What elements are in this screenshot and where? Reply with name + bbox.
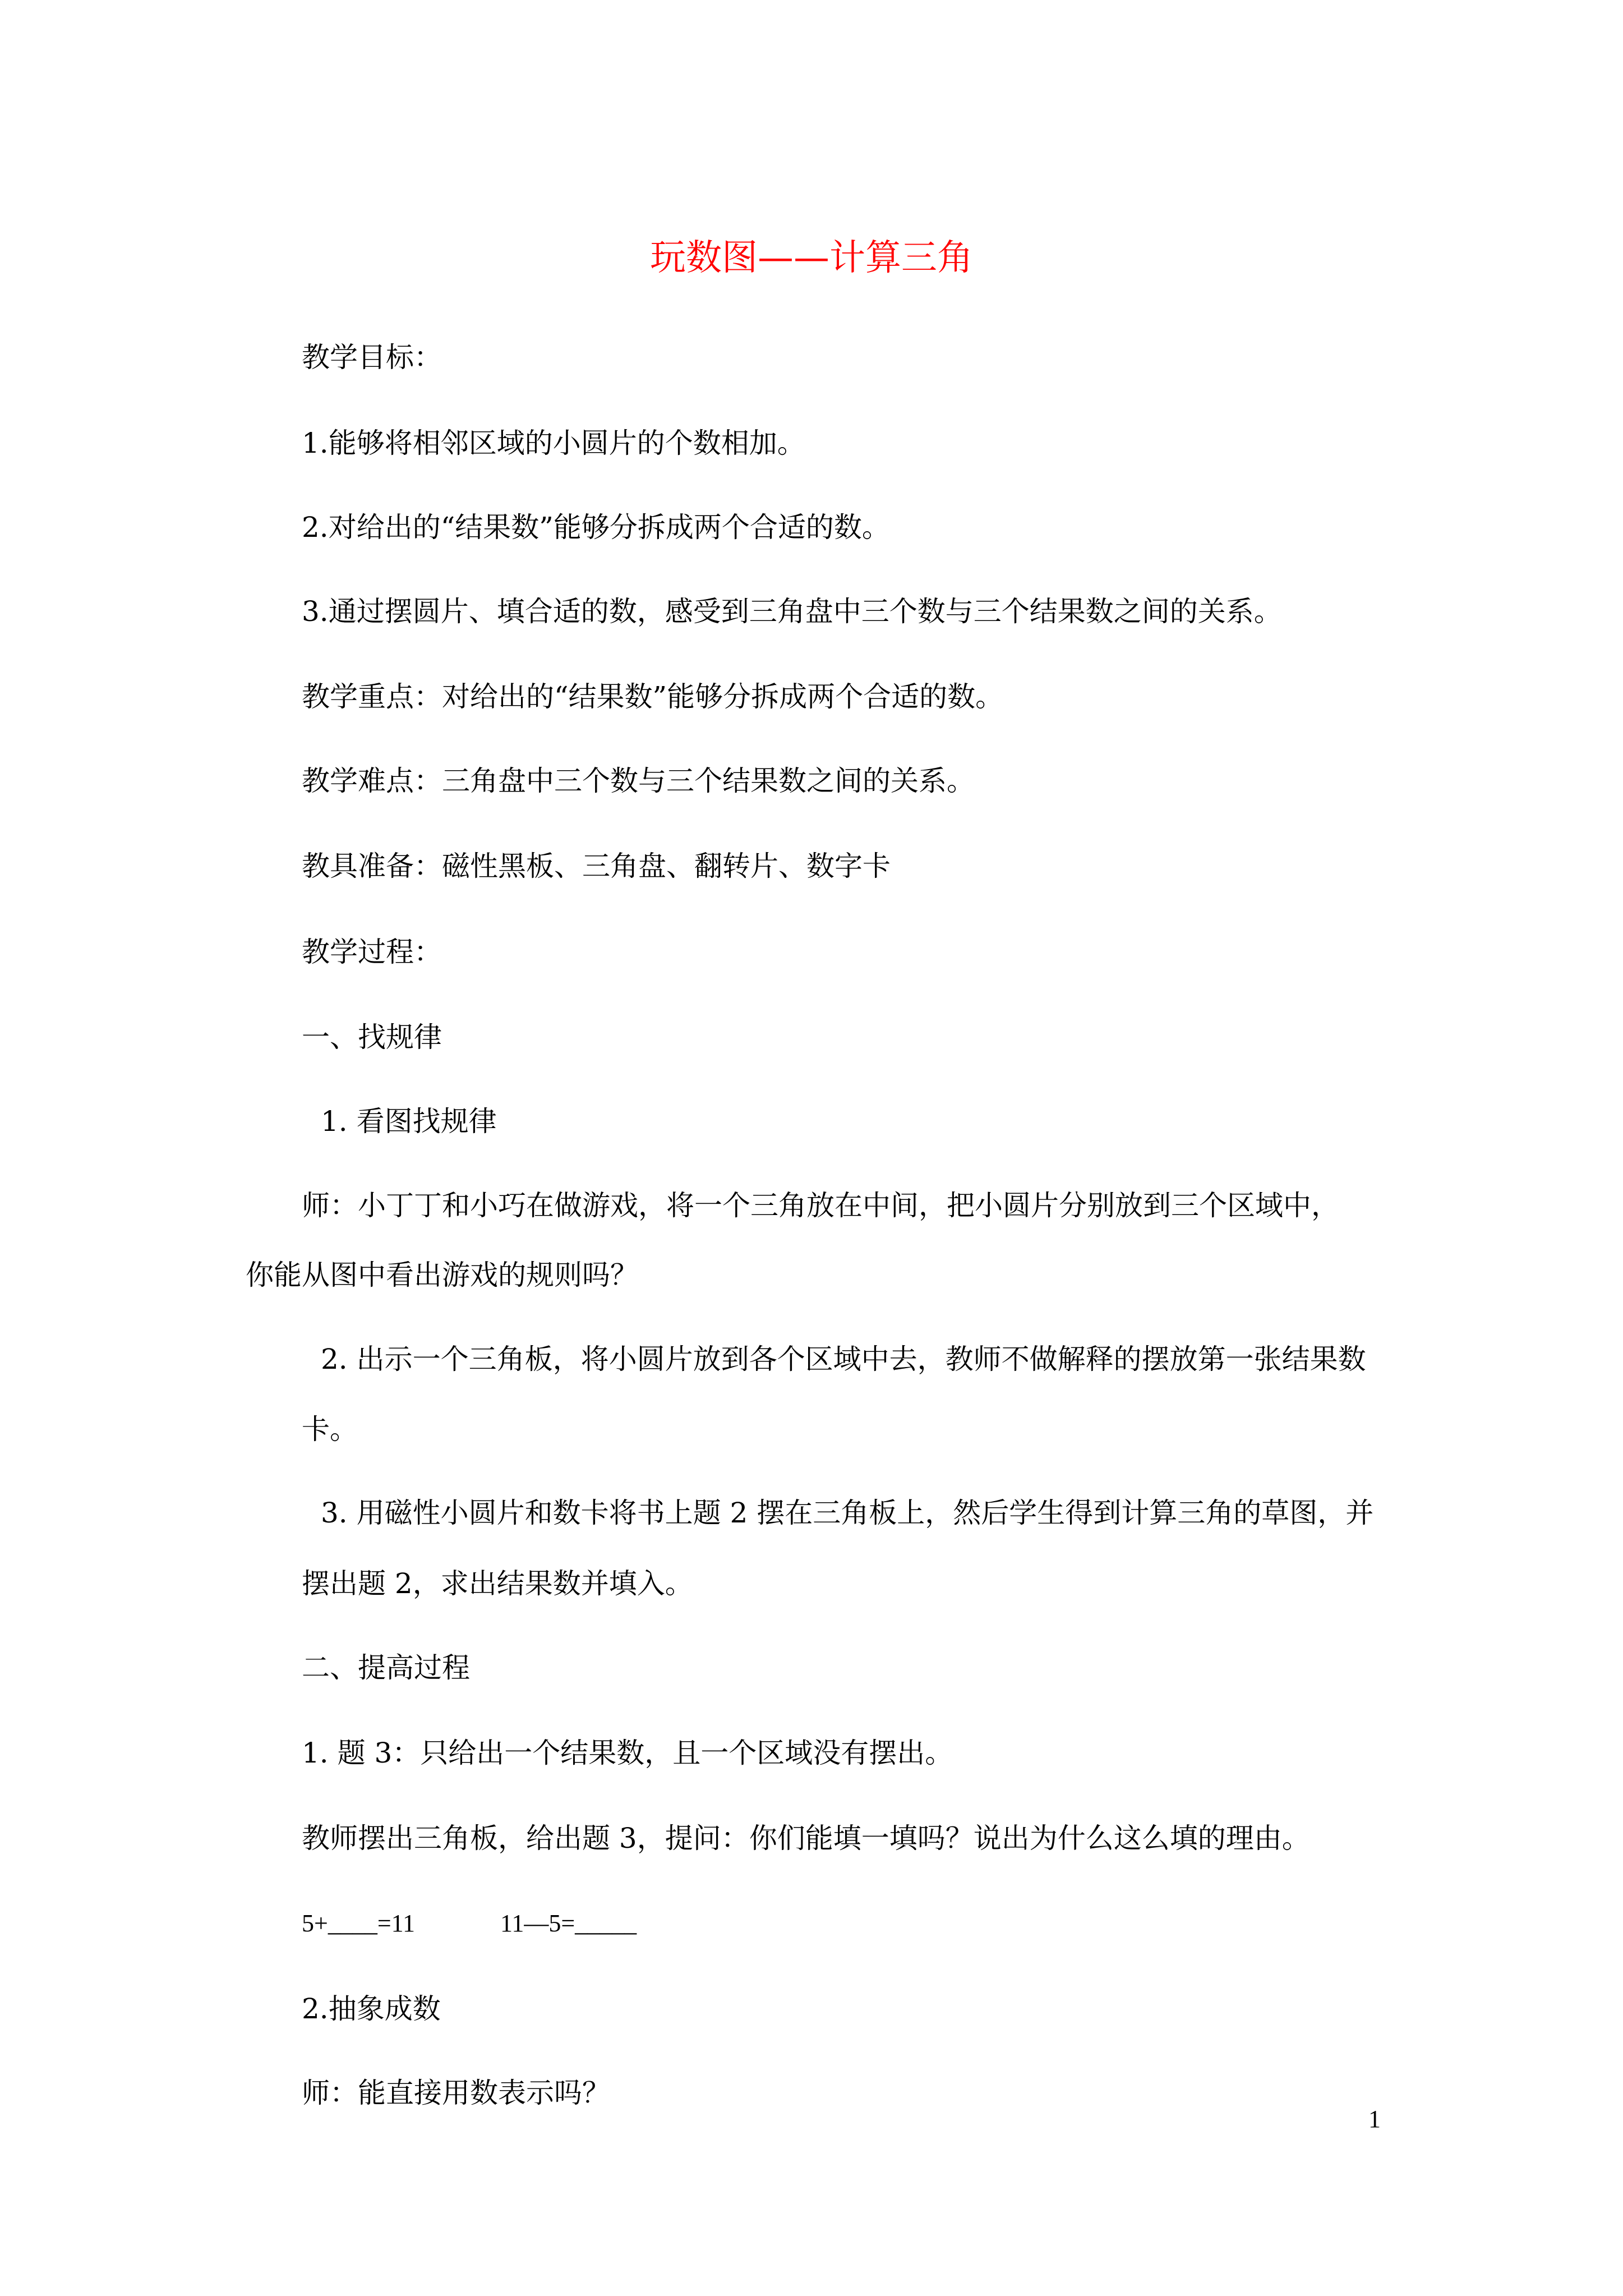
goal-item-1: 1.能够将相邻区域的小圆片的个数相加。 [302, 427, 805, 459]
section-1-step-3-continued: 摆出题 2，求出结果数并填入。 [302, 1567, 693, 1600]
formula-addition: 5+____=11 [302, 1910, 415, 1937]
teaching-difficulty: 教学难点：三角盘中三个数与三个结果数之间的关系。 [302, 765, 975, 797]
teaching-goals-heading: 教学目标： [302, 341, 442, 374]
section-1-step-3: 3. 用磁性小圆片和数卡将书上题 2 摆在三角板上，然后学生得到计算三角的草图，并 [321, 1497, 1374, 1529]
goal-item-3: 3.通过摆圆片、填合适的数，感受到三角盘中三个数与三个结果数之间的关系。 [302, 595, 1282, 628]
section-1-step-1: 1. 看图找规律 [321, 1105, 497, 1138]
section-2-step-2: 2.抽象成数 [302, 1993, 441, 2025]
teaching-materials: 教具准备：磁性黑板、三角盘、翻转片、数字卡 [302, 850, 891, 882]
section-2-heading: 二、提高过程 [302, 1651, 470, 1684]
section-2-step-1: 1. 题 3：只给出一个结果数，且一个区域没有摆出。 [302, 1737, 953, 1769]
teaching-focus: 教学重点：对给出的“结果数”能够分拆成两个合适的数。 [302, 680, 1004, 713]
page-title: 玩数图——计算三角 [650, 237, 973, 279]
teacher-line-1: 师：小丁丁和小巧在做游戏，将一个三角放在中间，把小圆片分别放到三个区域中， [302, 1189, 1339, 1222]
teacher-question: 教师摆出三角板，给出题 3，提问：你们能填一填吗？说出为什么这么填的理由。 [302, 1822, 1310, 1855]
goal-item-2: 2.对给出的“结果数”能够分拆成两个合适的数。 [302, 511, 890, 544]
page-number: 1 [1368, 2105, 1381, 2133]
teacher-line-1-continued: 你能从图中看出游戏的规则吗？ [246, 1259, 638, 1291]
section-1-step-2-continued: 卡。 [302, 1413, 358, 1446]
section-1-heading: 一、找规律 [302, 1021, 442, 1053]
formula-subtraction: 11—5=_____ [500, 1910, 637, 1937]
teacher-prompt: 师：能直接用数表示吗？ [302, 2077, 610, 2109]
teaching-process-heading: 教学过程： [302, 936, 442, 968]
section-1-step-2: 2. 出示一个三角板，将小圆片放到各个区域中去，教师不做解释的摆放第一张结果数 [321, 1343, 1366, 1375]
